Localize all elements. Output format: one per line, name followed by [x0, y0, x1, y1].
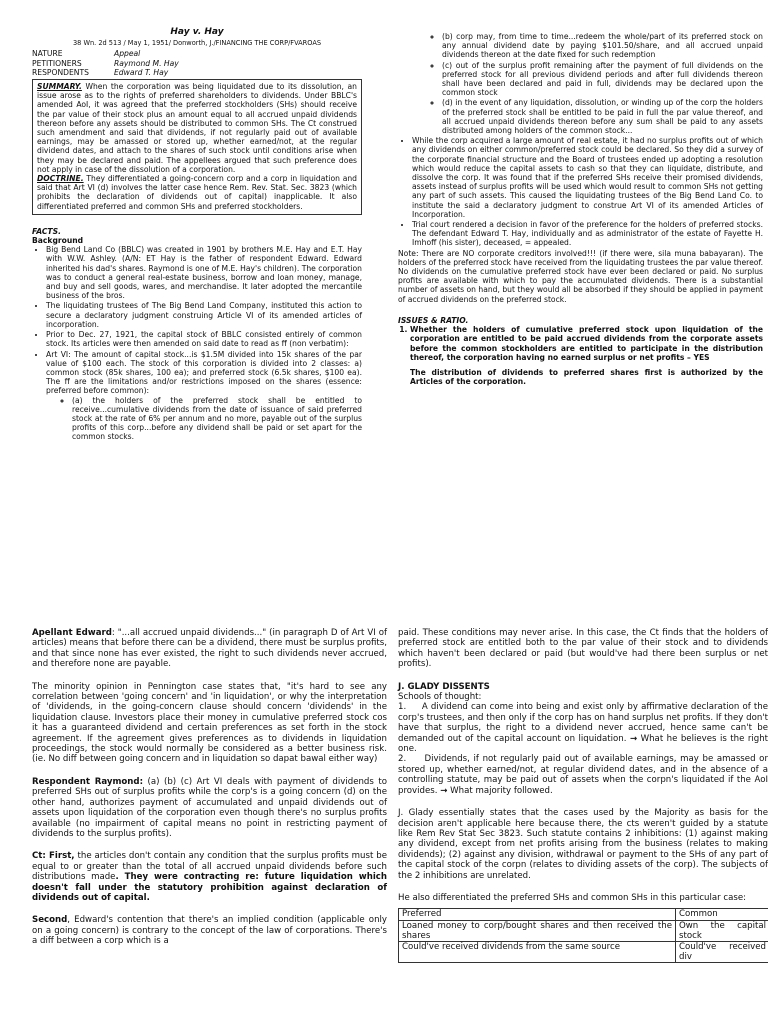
glady-paragraph: J. Glady essentially states that the cases used by the Majority as basis for the decision aren't applicable here because there, the cts weren't guided by a statute like Rem Rev Stat Sec 3823. Such statute contains 2 inhibitions: (1) against making any dividend, except from net profits arising from the business (relates to making dividends); (2) against any division, withdrawal or payment to the SHs of any part of the capital stock of the corpn (relates to dividing assets of the corp). The subjects of the 2 inhibitions are unrelated. [398, 808, 768, 881]
schools-label: Schools of thought: [398, 692, 482, 703]
court-first-paragraph [32, 851, 387, 903]
issues-list [398, 325, 763, 362]
respondent-text: (a) (b) (c) Art VI deals with payment of dividends to preferred SHs out of surplus profits while the corp's is a going concern (d) on the other hand, authorizes payment of accumulated and unpaid dividends out of assets upon liquidation of the corporation even though there's no surplus profits available (no impairment of capital means no point in restricting payment of dividends to the surplus profits). [32, 776, 387, 839]
list-item: 1. Whether the holders of cumulative preferred stock upon liquidation of the corporation are entitled to be paid accrued dividends from the corporate assets before the common stockholders are entitled to participate in the distribution thereof, the corporation having no earned surplus or net profits – YES [410, 325, 763, 362]
art-vi-sublist-continued [398, 32, 763, 135]
meta-value-petitioners: Raymond M. Hay [114, 58, 179, 68]
court-first-text: the articles don't contain any condition that the surplus profits must be equal to or greater than the total of all accrued unpaid dividends before such distributions made [32, 851, 387, 883]
appellant-label: Apellant Edward [32, 628, 112, 638]
dissent-heading: J. GLADY DISSENTS [398, 681, 490, 692]
respondent-label: Respondent Raymond: [32, 776, 144, 787]
table-row [399, 920, 768, 941]
table-cell: Could've received div [676, 941, 768, 962]
meta-value-nature: Appeal [114, 49, 141, 59]
court-second-text: , Edward's contention that there's an implied condition (applicable only on a going concern) is contrary to the concept of the law of corporations. There's a diff between a corp which is a [32, 915, 387, 947]
issues-heading: ISSUES & RATIO. [398, 315, 469, 325]
table-row [399, 941, 768, 962]
school-item-1 [398, 702, 768, 754]
arrow-icon: → [629, 733, 638, 744]
minority-paragraph: The minority opinion in Pennington case states that, "it's hard to see any correlation between 'going concern' and 'in liquidation', or why the interpretation of 'dividends, in the going-concern clause should concern 'dividends' in the liquidation clause. Investors place their money in cumulative preferred stock cos it has a guaranteed dividend and certain preferences as set forth in the stock agreement. If the agreement gives preferences as to dividends in liquidation proceedings, the stock would normally be considered as a better business risk. (ie. No diff between going concern and in liquidation so dapat bawal either way) [32, 681, 387, 765]
summary-text: When the corporation was being liquidated due to its dissolution, an issue arose as to the rights of preferred shareholders to dividends. Under BBLC's amended AoI, it was agreed that the preferred stockholders (SHs) should receive the par value of their stock plus an amount equal to all accrued unpaid dividends thereon before any assets should be distributed to common SHs. The Ct construed such amendment and said that dividends, if not regularly paid out of available earnings, may be amassed or stored up, whether earned/not, at the regular dividend dates, and attach to the shares of such stock until conditions arise when they may be declared and paid. The appellees argued that such preference does not apply in case of the dissolution of a corporation. [37, 82, 357, 174]
meta-value-respondents: Edward T. Hay [114, 67, 169, 77]
court-first-bold: . They were contracting re: future liquidation which doesn't fall under the statutory prohibition against declaration of dividends out of capital. [32, 872, 388, 903]
appellant-text: : "...all accrued unpaid dividends..." (in paragraph D of Art VI of articles) means that before there can be a dividend, there must be surplus profits, and that since none has ever existed, the right to such dividends never accrued, and therefore none are payable. [32, 628, 387, 670]
facts-heading: FACTS. [32, 226, 61, 236]
facts-subheading: Background [32, 236, 84, 246]
facts-list-continued [398, 136, 763, 247]
case-title: Hay v. Hay [170, 27, 224, 37]
table-header-common: Common [676, 909, 768, 920]
meta-label-nature: NATURE [32, 49, 63, 59]
list-item: ◦ (b) corp may, from time to time...redeem the whole/part of its preferred stock on any annual dividend date by paying $101.50/share, and all accrued unpaid dividends thereon at the date fixed for such redemption [442, 32, 763, 60]
facts-note: Note: There are NO corporate creditors involved!!! (if there were, sila muna babayaran). The holders of the preferred stock have received from the liquidating trustees the par value thereof. No dividends on the cumulative preferred stock have ever been declared or paid. No surplus profits are available with which to pay the accumulated dividends. There is a substantial number of assets on hand, but they would all be absorbed if they should be applied in payment of accrued dividends on the preferred stock. [398, 248, 763, 304]
facts-list [32, 245, 362, 441]
school-item-2 [398, 754, 768, 796]
continued-paragraph: paid. These conditions may never arise. In this case, the Ct finds that the holders of preferred stock are entitled both to the par value of their stock and to dividends which haven't been declared or paid (but would've had there been surplus or net profits). [398, 628, 768, 670]
issues-ratio: The distribution of dividends to preferred shares first is authorized by the Articles of the corporation. [410, 367, 763, 387]
arrow-icon: → [440, 785, 448, 796]
list-item: • While the corp acquired a large amount of real estate, it had no surplus profits out of which any dividends on either common/preferred stock could be declared. So they did a survey of the corporate financial structure and the Board of trustees ended up adopting a resolution which would reduce the capital assets to cash so that they can liquidate, distribute, and dissolve the corp. It was found that if the preferred SHs receive their promised dividends, assets instead of surplus profits will be used which would result to common SHs not getting any part of such assets. This caused the liquidating trustees of the Big Bend Land Co. to institute the said a declaratory judgment to construe Art VI of its amended Articles of Incorporation. [412, 136, 763, 219]
list-item: ◦ (a) the holders of the preferred stock shall be entitled to receive...cumulative dividends from the date of issuance of said preferred stock at the rate of 6% per annum and no more, payable out of the surplus profits of this corp...before any dividend shall be paid or set apart for the common stocks. [72, 396, 362, 442]
shareholder-comparison-table [398, 908, 768, 963]
respondent-paragraph [32, 777, 387, 839]
art-vi-sublist [46, 396, 362, 442]
table-row [399, 909, 768, 920]
doctrine-paragraph [37, 174, 357, 211]
table-cell: Own the capital stock [676, 920, 768, 941]
appellant-paragraph [32, 628, 387, 670]
court-first-label: Ct: First, [32, 851, 75, 862]
school-text: Dividends, if not regularly paid out of available earnings, may be amassed or stored up, whether earned/not, at regular dividend dates, and in the absence of a controlling statute, may be paid out of assets when the corpn's liquidated if the AoI provides. [398, 754, 768, 796]
summary-paragraph [37, 82, 357, 174]
list-item: • The liquidating trustees of The Big Bend Land Company, instituted this action to secure a declaratory judgment construing Article VI of its amended articles of incorporation. [46, 301, 362, 329]
court-second-paragraph [32, 915, 387, 946]
meta-label-respondents: RESPONDENTS [32, 67, 89, 77]
table-cell: Loaned money to corp/bought shares and then received the shares [399, 920, 676, 941]
school-text: A dividend can come into being and exist only by affirmative declaration of the corp's trustees, and then only if the corp has on hand surplus net profits. If they don't have that surplus, the right to a dividend never accrued, hence same can't be demanded out of the capital account on liquidation. [398, 702, 768, 744]
list-item: ◦ (d) in the event of any liquidation, dissolution, or winding up of the corp the holders of the preferred stock shall be entitled to be paid in full the par value thereof, and all accrued unpaid dividends thereon before any sum shall be paid to any assets distributed among holders of the common stock... [442, 98, 763, 135]
school-num: 1. [398, 702, 407, 713]
case-meta [32, 49, 362, 77]
school-tail: What majority followed. [450, 785, 553, 796]
summary-label: SUMMARY. [37, 82, 82, 92]
list-item: ◦ (c) out of the surplus profit remaining after the payment of full dividends on the preferred stock for all previous dividend periods and after full dividends thereon shall have been declared and paid in full, dividends may be declared upon the common stock [442, 61, 763, 98]
doctrine-text: They differentiated a going-concern corp and a corp in liquidation and said that Art VI (d) involves the latter case hence Rem. Rev. Stat. Sec. 3823 (which prohibits the declaration of dividends out of capital) inapplicable. It also differentiated preferred and common SHs and preferred stockholders. [37, 174, 357, 211]
table-cell: Could've received dividends from the same source [399, 941, 676, 962]
school-num: 2. [398, 754, 407, 765]
top-left-column [32, 28, 362, 443]
bottom-left-column [32, 628, 387, 947]
bottom-right-column [398, 628, 768, 963]
court-second-label: Second [32, 915, 68, 926]
top-right-column [398, 32, 763, 386]
art-vi-text: Art VI: The amount of capital stock...is $1.5M divided into 15k shares of the par value of $100 each. The stock of this corporation is divided into 2 classes: a) common stock (85k shares, 100 ea); and preferred stock (6.5k shares, $100 ea). The ff are the limitations and/or restrictions imposed on the shares (essence: preferred before common): [46, 349, 362, 396]
case-citation: 38 Wn. 2d 513 / May 1, 1951/ Donworth, J./FINANCING THE CORP/FVAROAS [72, 39, 322, 48]
page-bottom-half [0, 620, 768, 1024]
school-tail: What he believes is the right one. [398, 733, 768, 755]
list-item [46, 350, 362, 442]
list-item: • Trial court rendered a decision in favor of the preference for the holders of preferred stocks. The defendant Edward T. Hay, individually and as administrator of the estate of Fayette H. Imhoff (his sister), deceased, = appealed. [412, 220, 763, 248]
table-header-preferred: Preferred [399, 909, 676, 920]
summary-box [32, 79, 362, 215]
doctrine-label: DOCTRINE. [37, 174, 84, 184]
meta-label-petitioners: PETITIONERS [32, 58, 82, 68]
differentiation-paragraph: He also differentiated the preferred SHs and common SHs in this particular case: [398, 892, 747, 903]
list-item: • Prior to Dec. 27, 1921, the capital stock of BBLC consisted entirely of common stock. Its articles were then amended on said date to read as ff (non verbatim): [46, 330, 362, 348]
list-item: • Big Bend Land Co (BBLC) was created in 1901 by brothers M.E. Hay and E.T. Hay with W.W. Ashley. (A/N: ET Hay is the father of respondent Edward. Edward inherited his dad's shares. Raymond is one of M.E. Hay's children). The corporation was to conduct a general real-estate business, borrow and loan money, manage, and buy and sell goods, wares, and merchandise. It later adopted the mercantile business of the bros. [46, 245, 362, 300]
